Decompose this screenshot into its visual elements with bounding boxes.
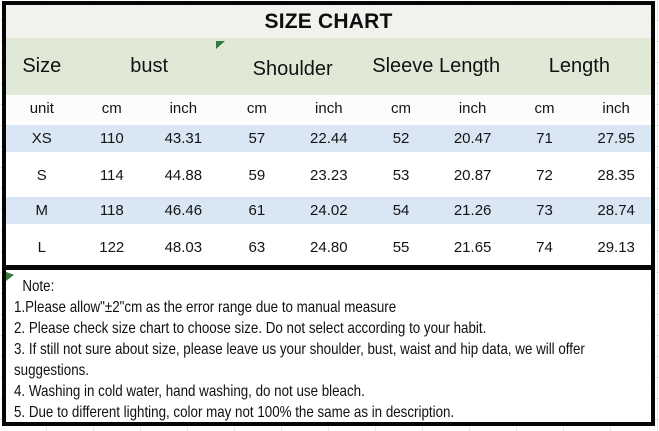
col-header-sleeve-length-label: Sleeve Length — [372, 55, 501, 77]
note-line-4: 4. Washing in cold water, hand washing, do not use bleach. — [14, 383, 365, 400]
col-header-size-label: Size — [22, 55, 62, 77]
value-cell: 28.74 — [581, 193, 651, 230]
size-label: S — [6, 158, 78, 193]
col-header-sleeve-length — [365, 38, 508, 95]
value-cell: 21.65 — [437, 230, 507, 265]
value-cell: 43.31 — [146, 121, 221, 158]
col-header-length-label: Length — [548, 55, 610, 77]
col-header-shoulder — [221, 38, 365, 95]
value-cell: 74 — [508, 230, 582, 265]
value-cell: 71 — [508, 121, 582, 158]
unit-cell: inch — [146, 95, 221, 121]
size-table — [6, 38, 651, 265]
note-line-5: 5. Due to different lighting, color may not 100% the same as in description. — [14, 404, 455, 421]
value-cell: 63 — [221, 230, 293, 265]
unit-cell: unit — [6, 95, 78, 121]
col-header-bust — [78, 38, 221, 95]
value-cell: 57 — [221, 121, 293, 158]
value-cell: 55 — [365, 230, 438, 265]
unit-cell: cm — [365, 95, 438, 121]
value-cell: 52 — [365, 121, 438, 158]
value-cell: 110 — [78, 121, 146, 158]
size-row-m — [6, 193, 651, 230]
value-cell: 48.03 — [146, 230, 221, 265]
value-cell: 23.23 — [293, 158, 365, 193]
value-cell: 61 — [221, 193, 293, 230]
unit-cell: cm — [508, 95, 582, 121]
size-chart-panel — [2, 1, 655, 426]
table-header-row — [6, 38, 651, 95]
notes-text — [14, 276, 651, 422]
value-cell: 72 — [508, 158, 582, 193]
value-cell: 59 — [221, 158, 293, 193]
value-cell: 122 — [78, 230, 146, 265]
size-label: M — [6, 193, 78, 230]
unit-cell: inch — [293, 95, 365, 121]
unit-cell: cm — [78, 95, 146, 121]
value-cell: 53 — [365, 158, 438, 193]
unit-cell: inch — [581, 95, 651, 121]
page-title: SIZE CHART — [6, 5, 651, 38]
notes-heading: Note: — [22, 278, 55, 295]
notes-section — [6, 270, 651, 422]
value-cell: 28.35 — [581, 158, 651, 193]
value-cell: 73 — [508, 193, 582, 230]
value-cell: 24.80 — [293, 230, 365, 265]
value-cell: 21.26 — [437, 193, 507, 230]
col-header-size — [6, 38, 78, 95]
value-cell: 118 — [78, 193, 146, 230]
value-cell: 27.95 — [581, 121, 651, 158]
size-row-l — [6, 230, 651, 265]
value-cell: 54 — [365, 193, 438, 230]
value-cell: 46.46 — [146, 193, 221, 230]
col-header-shoulder-label: Shoulder — [252, 58, 333, 80]
value-cell: 29.13 — [581, 230, 651, 265]
col-header-length — [508, 38, 651, 95]
note-line-1: 1.Please allow"±2"cm as the error range due to manual measure — [14, 299, 397, 316]
unit-cell: cm — [221, 95, 293, 121]
value-cell: 20.87 — [437, 158, 507, 193]
value-cell: 22.44 — [293, 121, 365, 158]
size-label: L — [6, 230, 78, 265]
unit-cell: inch — [437, 95, 507, 121]
note-line-3-continued: suggestions. — [14, 362, 90, 379]
size-row-s — [6, 158, 651, 193]
size-row-xs — [6, 121, 651, 158]
value-cell: 20.47 — [437, 121, 507, 158]
col-header-bust-label: bust — [130, 55, 169, 77]
value-cell: 24.02 — [293, 193, 365, 230]
note-line-3: 3. If still not sure about size, please leave us your shoulder, bust, waist and hip data, we will offer — [14, 341, 585, 358]
size-label: XS — [6, 121, 78, 158]
value-cell: 114 — [78, 158, 146, 193]
unit-row — [6, 95, 651, 121]
note-line-2: 2. Please check size chart to choose size. Do not select according to your habit. — [14, 320, 487, 337]
value-cell: 44.88 — [146, 158, 221, 193]
